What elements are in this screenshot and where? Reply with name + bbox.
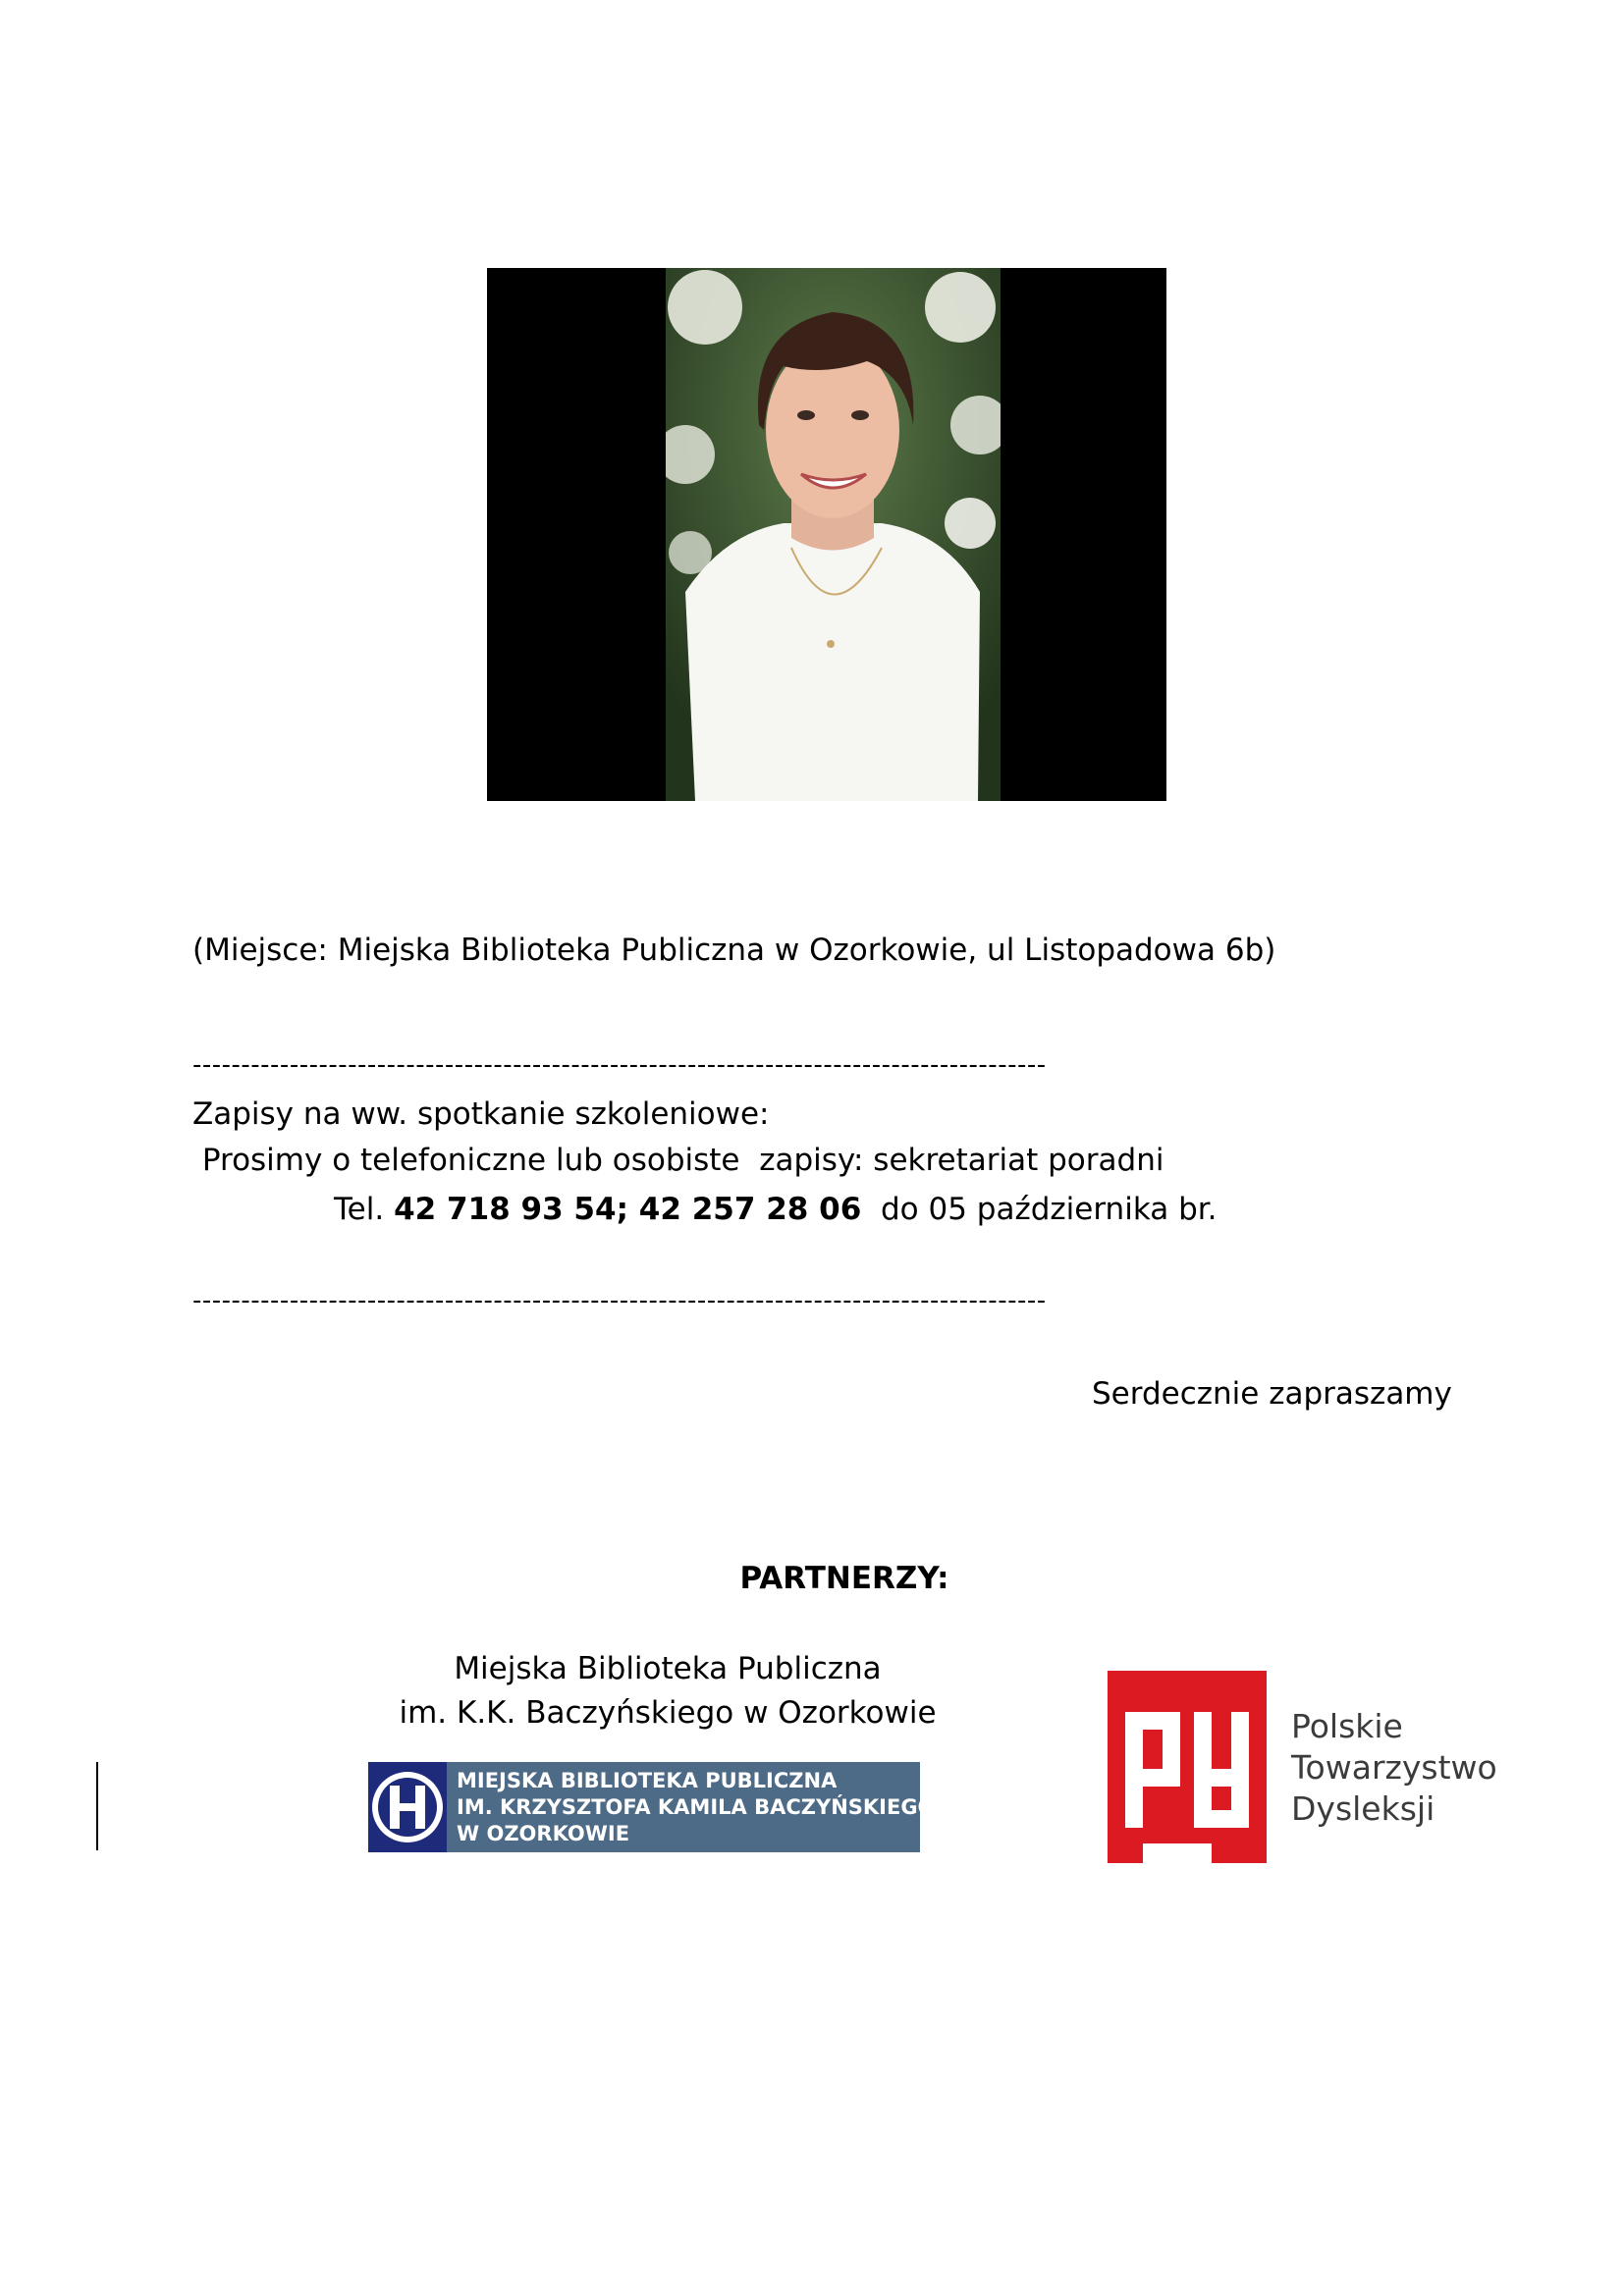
partners-heading: PARTNERZY: (739, 1561, 949, 1596)
closing-text: Serdecznie zapraszamy (1092, 1376, 1452, 1412)
library-logo (368, 1762, 936, 1852)
venue-text: (Miejsce: Miejska Biblioteka Publiczna w Ozorkowie, ul Listopadowa 6b) (192, 933, 1276, 968)
ptd-logo-icon (1108, 1671, 1267, 1863)
library-emblem-icon (368, 1762, 447, 1852)
divider-top: ---------------------------------------------------------------------------------------- (192, 1050, 1047, 1080)
portrait-illustration (666, 268, 1001, 801)
registration-deadline: do 05 października br. (861, 1192, 1218, 1227)
portrait-photo-frame (487, 268, 1166, 801)
library-name-line1: Miejska Biblioteka Publiczna (454, 1651, 882, 1686)
registration-heading: Zapisy na ww. spotkanie szkoleniowe: (192, 1096, 770, 1132)
margin-line (96, 1762, 98, 1850)
library-name-line2: im. K.K. Baczyńskiego w Ozorkowie (399, 1695, 937, 1731)
library-logo-text: MIEJSKA BIBLIOTEKA PUBLICZNA IM. KRZYSZTOFA KAMILA BACZYŃSKIEGO W OZORKOWIE (457, 1768, 936, 1845)
divider-bottom: ---------------------------------------------------------------------------------------- (192, 1286, 1047, 1315)
phone-numbers: 42 718 93 54; 42 257 28 06 (394, 1192, 862, 1227)
portrait-photo (666, 268, 1001, 801)
registration-contact (334, 1190, 1218, 1229)
registration-instruction: Prosimy o telefoniczne lub osobiste zapisy: sekretariat poradni (192, 1143, 1164, 1178)
ptd-name: Polskie Towarzystwo Dysleksji (1291, 1707, 1497, 1828)
tel-prefix: Tel. (334, 1192, 395, 1227)
